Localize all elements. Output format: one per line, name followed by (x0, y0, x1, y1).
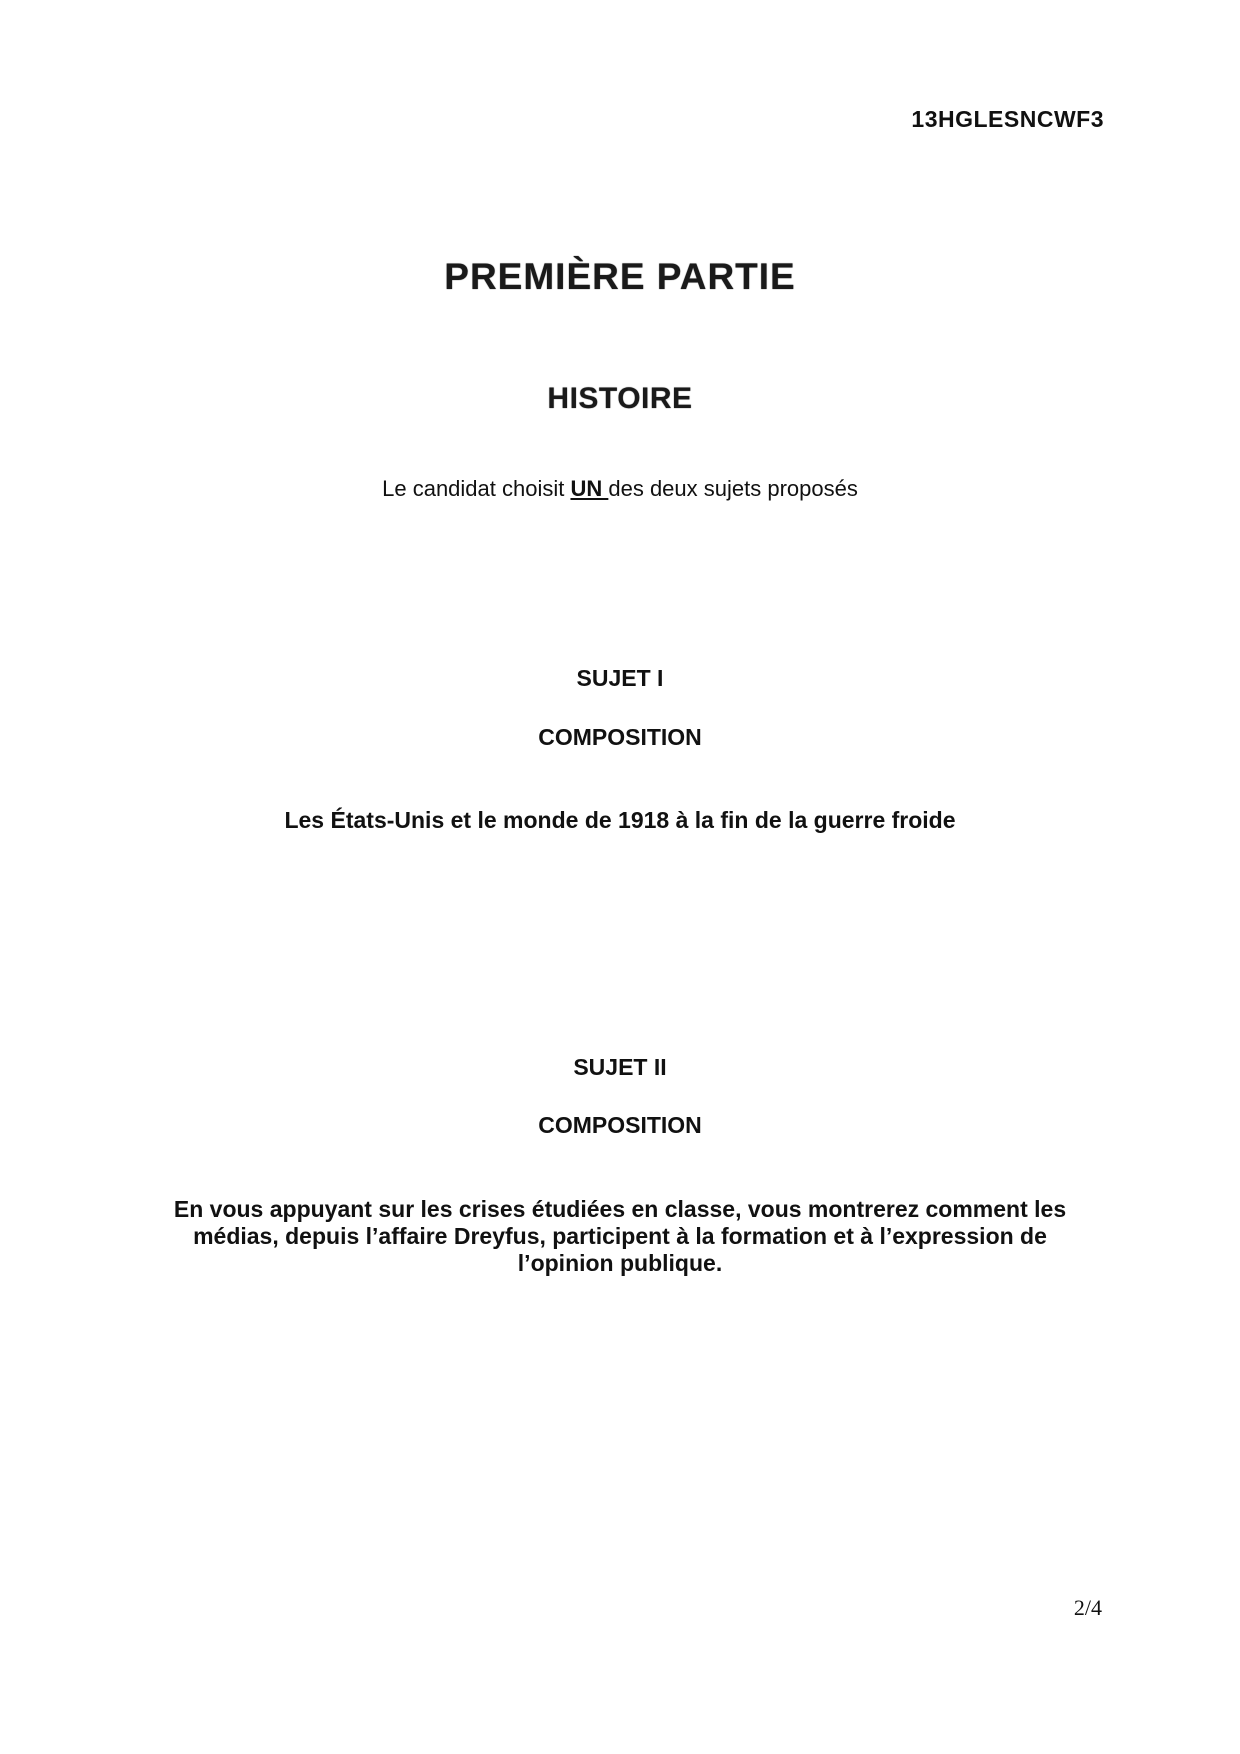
subject-2-text: En vous appuyant sur les crises étudiées en classe, vous montrerez comment les médias, depuis l’affaire Dreyfus, participent à la formation et à l’expression de l’opinion publique. (173, 1196, 1067, 1276)
subject-1-label: SUJET I (576, 665, 664, 691)
subject-2-type: COMPOSITION (538, 1112, 702, 1138)
subject-2-label: SUJET II (573, 1054, 667, 1080)
section-title: HISTOIRE (547, 382, 693, 415)
instruction-before: Le candidat choisit (382, 476, 571, 501)
instruction-after: des deux sujets proposés (608, 476, 858, 501)
subject-1-text: Les États-Unis et le monde de 1918 à la fin de la guerre froide (284, 807, 956, 833)
part-title: PREMIÈRE PARTIE (444, 256, 796, 297)
instruction-text (0, 476, 1240, 502)
page-number: 2/4 (1073, 1595, 1102, 1620)
document-code: 13HGLESNCWF3 (911, 106, 1104, 132)
instruction-emphasis: UN (570, 476, 609, 501)
subject-1-type: COMPOSITION (538, 724, 702, 750)
